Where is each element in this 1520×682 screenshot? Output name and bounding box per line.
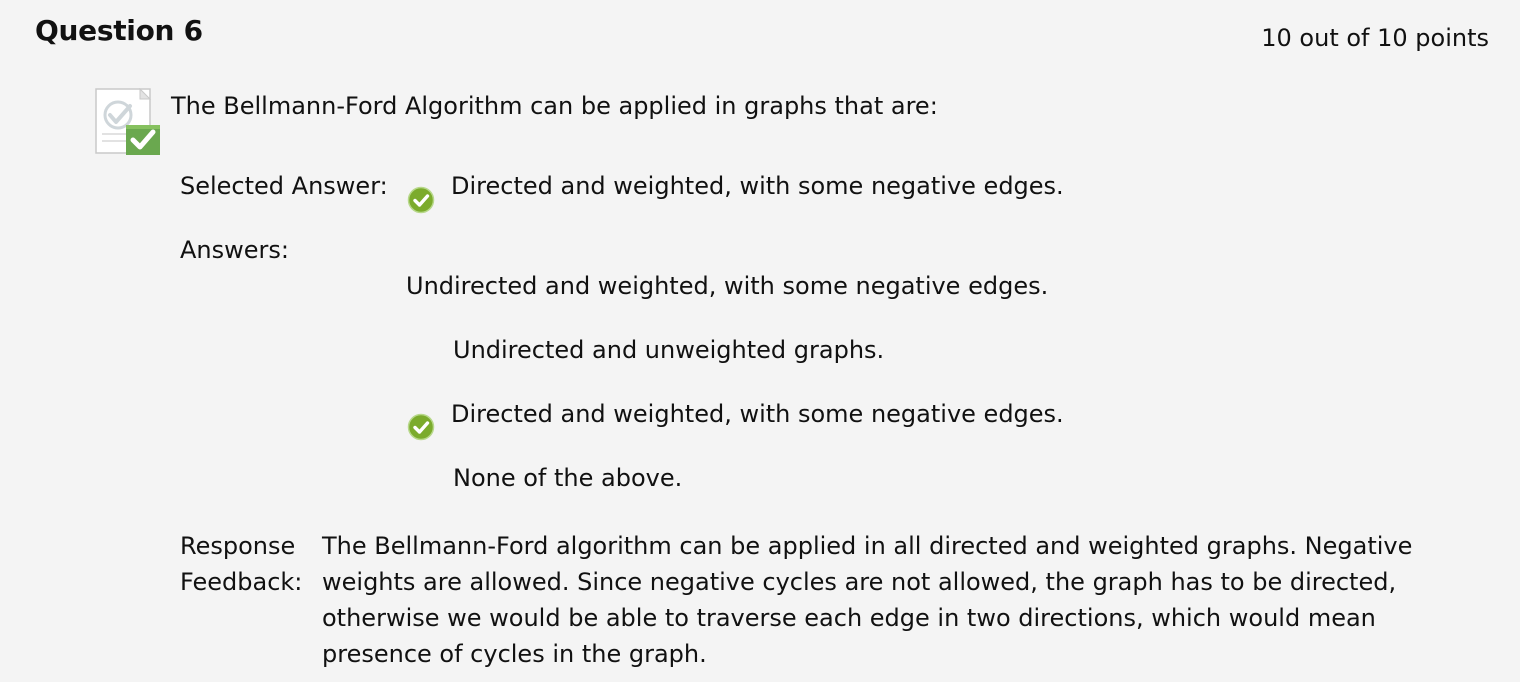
feedback-label-line1: Response [180, 532, 296, 560]
correct-answer-icon [94, 88, 162, 156]
answer-option: Undirected and weighted, with some negative edges. [406, 272, 1049, 300]
answer-option: None of the above. [453, 464, 683, 492]
selected-answer-text: Directed and weighted, with some negative edges. [451, 172, 1064, 200]
answer-option: Undirected and unweighted graphs. [453, 336, 885, 364]
answers-label: Answers: [180, 236, 289, 264]
feedback-label-line2: Feedback: [180, 568, 303, 596]
points-score: 10 out of 10 points [1261, 24, 1489, 52]
question-text: The Bellmann-Ford Algorithm can be applied in graphs that are: [171, 92, 938, 120]
response-feedback-label [180, 528, 302, 600]
selected-answer-label: Selected Answer: [180, 172, 388, 200]
question-title: Question 6 [35, 14, 203, 47]
response-feedback-text: The Bellmann-Ford algorithm can be applied in all directed and weighted graphs. Negative weights are allowed. Since negative cycles are not allowed, the graph has to be directed, otherwise we would be able to traverse each edge in two directions, which would mean presence of cycles in the graph. [322, 532, 1413, 668]
check-circle-icon [407, 186, 435, 214]
answer-option-correct: Directed and weighted, with some negative edges. [451, 400, 1064, 428]
check-circle-icon [407, 413, 435, 441]
